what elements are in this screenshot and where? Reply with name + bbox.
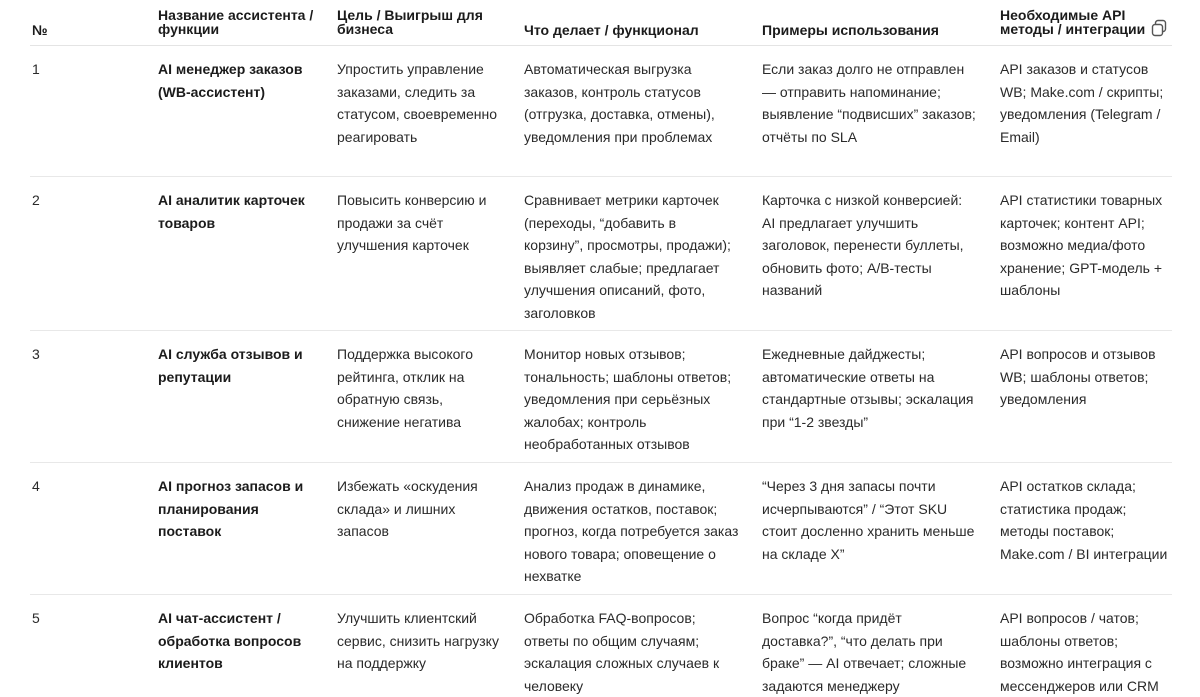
api-cell: API остатков склада; статистика продаж; методы поставок; Make.com / BI интеграции <box>1000 478 1168 562</box>
table-row <box>30 331 1172 463</box>
header-number: № <box>32 22 48 38</box>
assistants-table <box>30 0 1172 697</box>
goal-cell: Избежать «оскудения склада» и лишних запасов <box>337 478 478 539</box>
table-header <box>30 0 1172 46</box>
table-row <box>30 595 1172 697</box>
goal-cell: Упростить управление заказами, следить за статусом, своевременно реагировать <box>337 61 498 145</box>
table-row <box>30 177 1172 331</box>
row-number: 2 <box>32 192 40 208</box>
row-number: 5 <box>32 610 40 626</box>
api-cell: API заказов и статусов WB; Make.com / скрипты; уведомления (Telegram / Email) <box>1000 61 1164 145</box>
header-usage-examples: Примеры использования <box>762 22 939 38</box>
row-number: 1 <box>32 61 40 77</box>
functionality-cell: Монитор новых отзывов; тональность; шаблоны ответов; уведомления при серьёзных жалобах; контроль необработанных отзывов <box>524 346 732 452</box>
usage-cell: “Через 3 дня запасы почти исчерпываются” / “Этот SKU стоит досленно хранить меньше на складе X” <box>762 478 975 562</box>
usage-cell: Карточка с низкой конверсией: AI предлагает улучшить заголовок, перенести буллеты, обновить фото; A/B-тесты названий <box>762 192 964 298</box>
table-row <box>30 463 1172 595</box>
assistant-name: AI менеджер заказов (WB-ассистент) <box>158 61 303 100</box>
goal-cell: Поддержка высокого рейтинга, отклик на обратную связь, снижение негатива <box>337 346 474 430</box>
header-api-methods: Необходимые API методы / интеграции <box>1000 7 1146 37</box>
goal-cell: Повысить конверсию и продажи за счёт улучшения карточек <box>337 192 487 253</box>
row-number: 4 <box>32 478 40 494</box>
copy-icon <box>1150 19 1168 37</box>
assistant-name: AI аналитик карточек товаров <box>158 192 305 231</box>
functionality-cell: Автоматическая выгрузка заказов, контроль статусов (отгрузка, доставка, отмены), уведомления при проблемах <box>524 61 715 145</box>
assistant-name: AI прогноз запасов и планирования поставок <box>158 478 304 539</box>
api-cell: API вопросов / чатов; шаблоны ответов; возможно интеграция с мессенджеров или CRM <box>1000 610 1159 694</box>
api-cell: API статистики товарных карточек; контент API; возможно медиа/фото хранение; GPT-модель + шаблоны <box>1000 192 1163 298</box>
functionality-cell: Сравнивает метрики карточек (переходы, “добавить в корзину”, просмотры, продажи); выявляет слабые; предлагает улучшения описаний, фото, заголовков <box>524 192 731 321</box>
goal-cell: Улучшить клиентский сервис, снизить нагрузку на поддержку <box>337 610 499 671</box>
assistant-name: AI служба отзывов и репутации <box>158 346 303 385</box>
header-assistant-name: Название ассистента / функции <box>158 7 314 37</box>
usage-cell: Ежедневные дайджесты; автоматические ответы на стандартные отзывы; эскалация при “1-2 звезды” <box>762 346 974 430</box>
functionality-cell: Анализ продаж в динамике, движения остатков, поставок; прогноз, когда потребуется заказ нового товара; оповещение о нехватке <box>524 478 739 584</box>
table-row <box>30 46 1172 177</box>
row-number: 3 <box>32 346 40 362</box>
copy-table-button[interactable] <box>1150 19 1168 37</box>
assistant-name: AI чат-ассистент / обработка вопросов клиентов <box>158 610 302 671</box>
usage-cell: Вопрос “когда придёт доставка?”, “что делать при браке” — AI отвечает; сложные задаются менеджеру <box>762 610 967 694</box>
api-cell: API вопросов и отзывов WB; шаблоны ответов; уведомления <box>1000 346 1156 407</box>
functionality-cell: Обработка FAQ-вопросов; ответы по общим случаям; эскалация сложных случаев к человеку <box>524 610 720 694</box>
header-functionality: Что делает / функционал <box>524 22 699 38</box>
header-goal: Цель / Выигрыш для бизнеса <box>337 7 483 37</box>
usage-cell: Если заказ долго не отправлен — отправить напоминание; выявление “подвисших” заказов; отчёты по SLA <box>762 61 976 145</box>
